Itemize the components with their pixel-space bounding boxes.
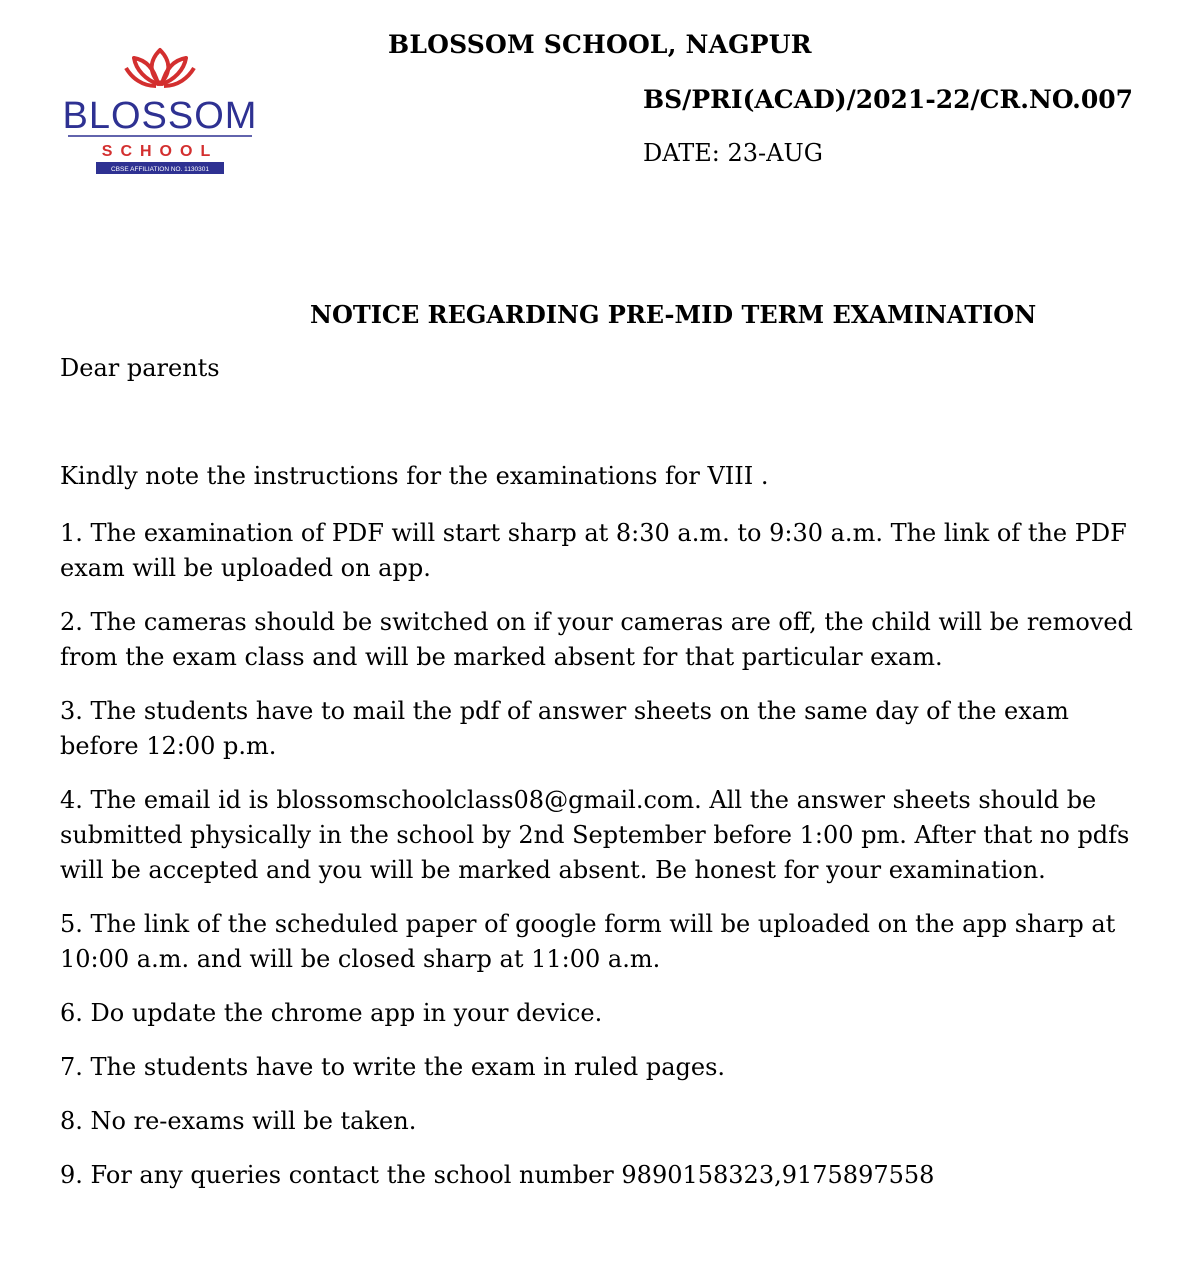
salutation: Dear parents bbox=[60, 354, 220, 382]
circular-reference: BS/PRI(ACAD)/2021-22/CR.NO.007 bbox=[643, 85, 1134, 114]
instruction-item: 8. No re-exams will be taken. bbox=[60, 1107, 417, 1135]
notice-title: NOTICE REGARDING PRE-MID TERM EXAMINATION bbox=[310, 300, 1037, 329]
lotus-flower-icon bbox=[126, 50, 194, 86]
logo-affiliation: CBSE AFFILIATION NO. 1130301 bbox=[110, 166, 210, 173]
instructions-list bbox=[60, 516, 1140, 1212]
notice-date: DATE: 23-AUG bbox=[643, 139, 823, 167]
school-logo bbox=[62, 38, 258, 178]
logo-name: BLOSSOM bbox=[62, 95, 258, 137]
logo-sub: SCHOOL bbox=[101, 143, 219, 160]
instruction-item: 4. The email id is blossomschoolclass08@gmail.com. All the answer sheets should be submitted physically in the school by 2nd September before 1:00 pm. After that no pdfs will be accepted and you will be marked absent. Be honest for your examination. bbox=[60, 786, 1130, 884]
school-name: BLOSSOM SCHOOL, NAGPUR bbox=[388, 30, 812, 59]
intro-text: Kindly note the instructions for the examinations for VIII . bbox=[60, 462, 769, 490]
instruction-item: 6. Do update the chrome app in your device. bbox=[60, 999, 603, 1027]
instruction-item: 9. For any queries contact the school number 9890158323,9175897558 bbox=[60, 1161, 935, 1189]
instruction-item: 1. The examination of PDF will start sharp at 8:30 a.m. to 9:30 a.m. The link of the PDF exam will be uploaded on app. bbox=[60, 519, 1127, 582]
instruction-item: 3. The students have to mail the pdf of answer sheets on the same day of the exam before 12:00 p.m. bbox=[60, 697, 1069, 760]
instruction-item: 7. The students have to write the exam in ruled pages. bbox=[60, 1053, 726, 1081]
instruction-item: 2. The cameras should be switched on if your cameras are off, the child will be removed from the exam class and will be marked absent for that particular exam. bbox=[60, 608, 1133, 671]
instruction-item: 5. The link of the scheduled paper of google form will be uploaded on the app sharp at 10:00 a.m. and will be closed sharp at 11:00 a.m. bbox=[60, 910, 1116, 973]
